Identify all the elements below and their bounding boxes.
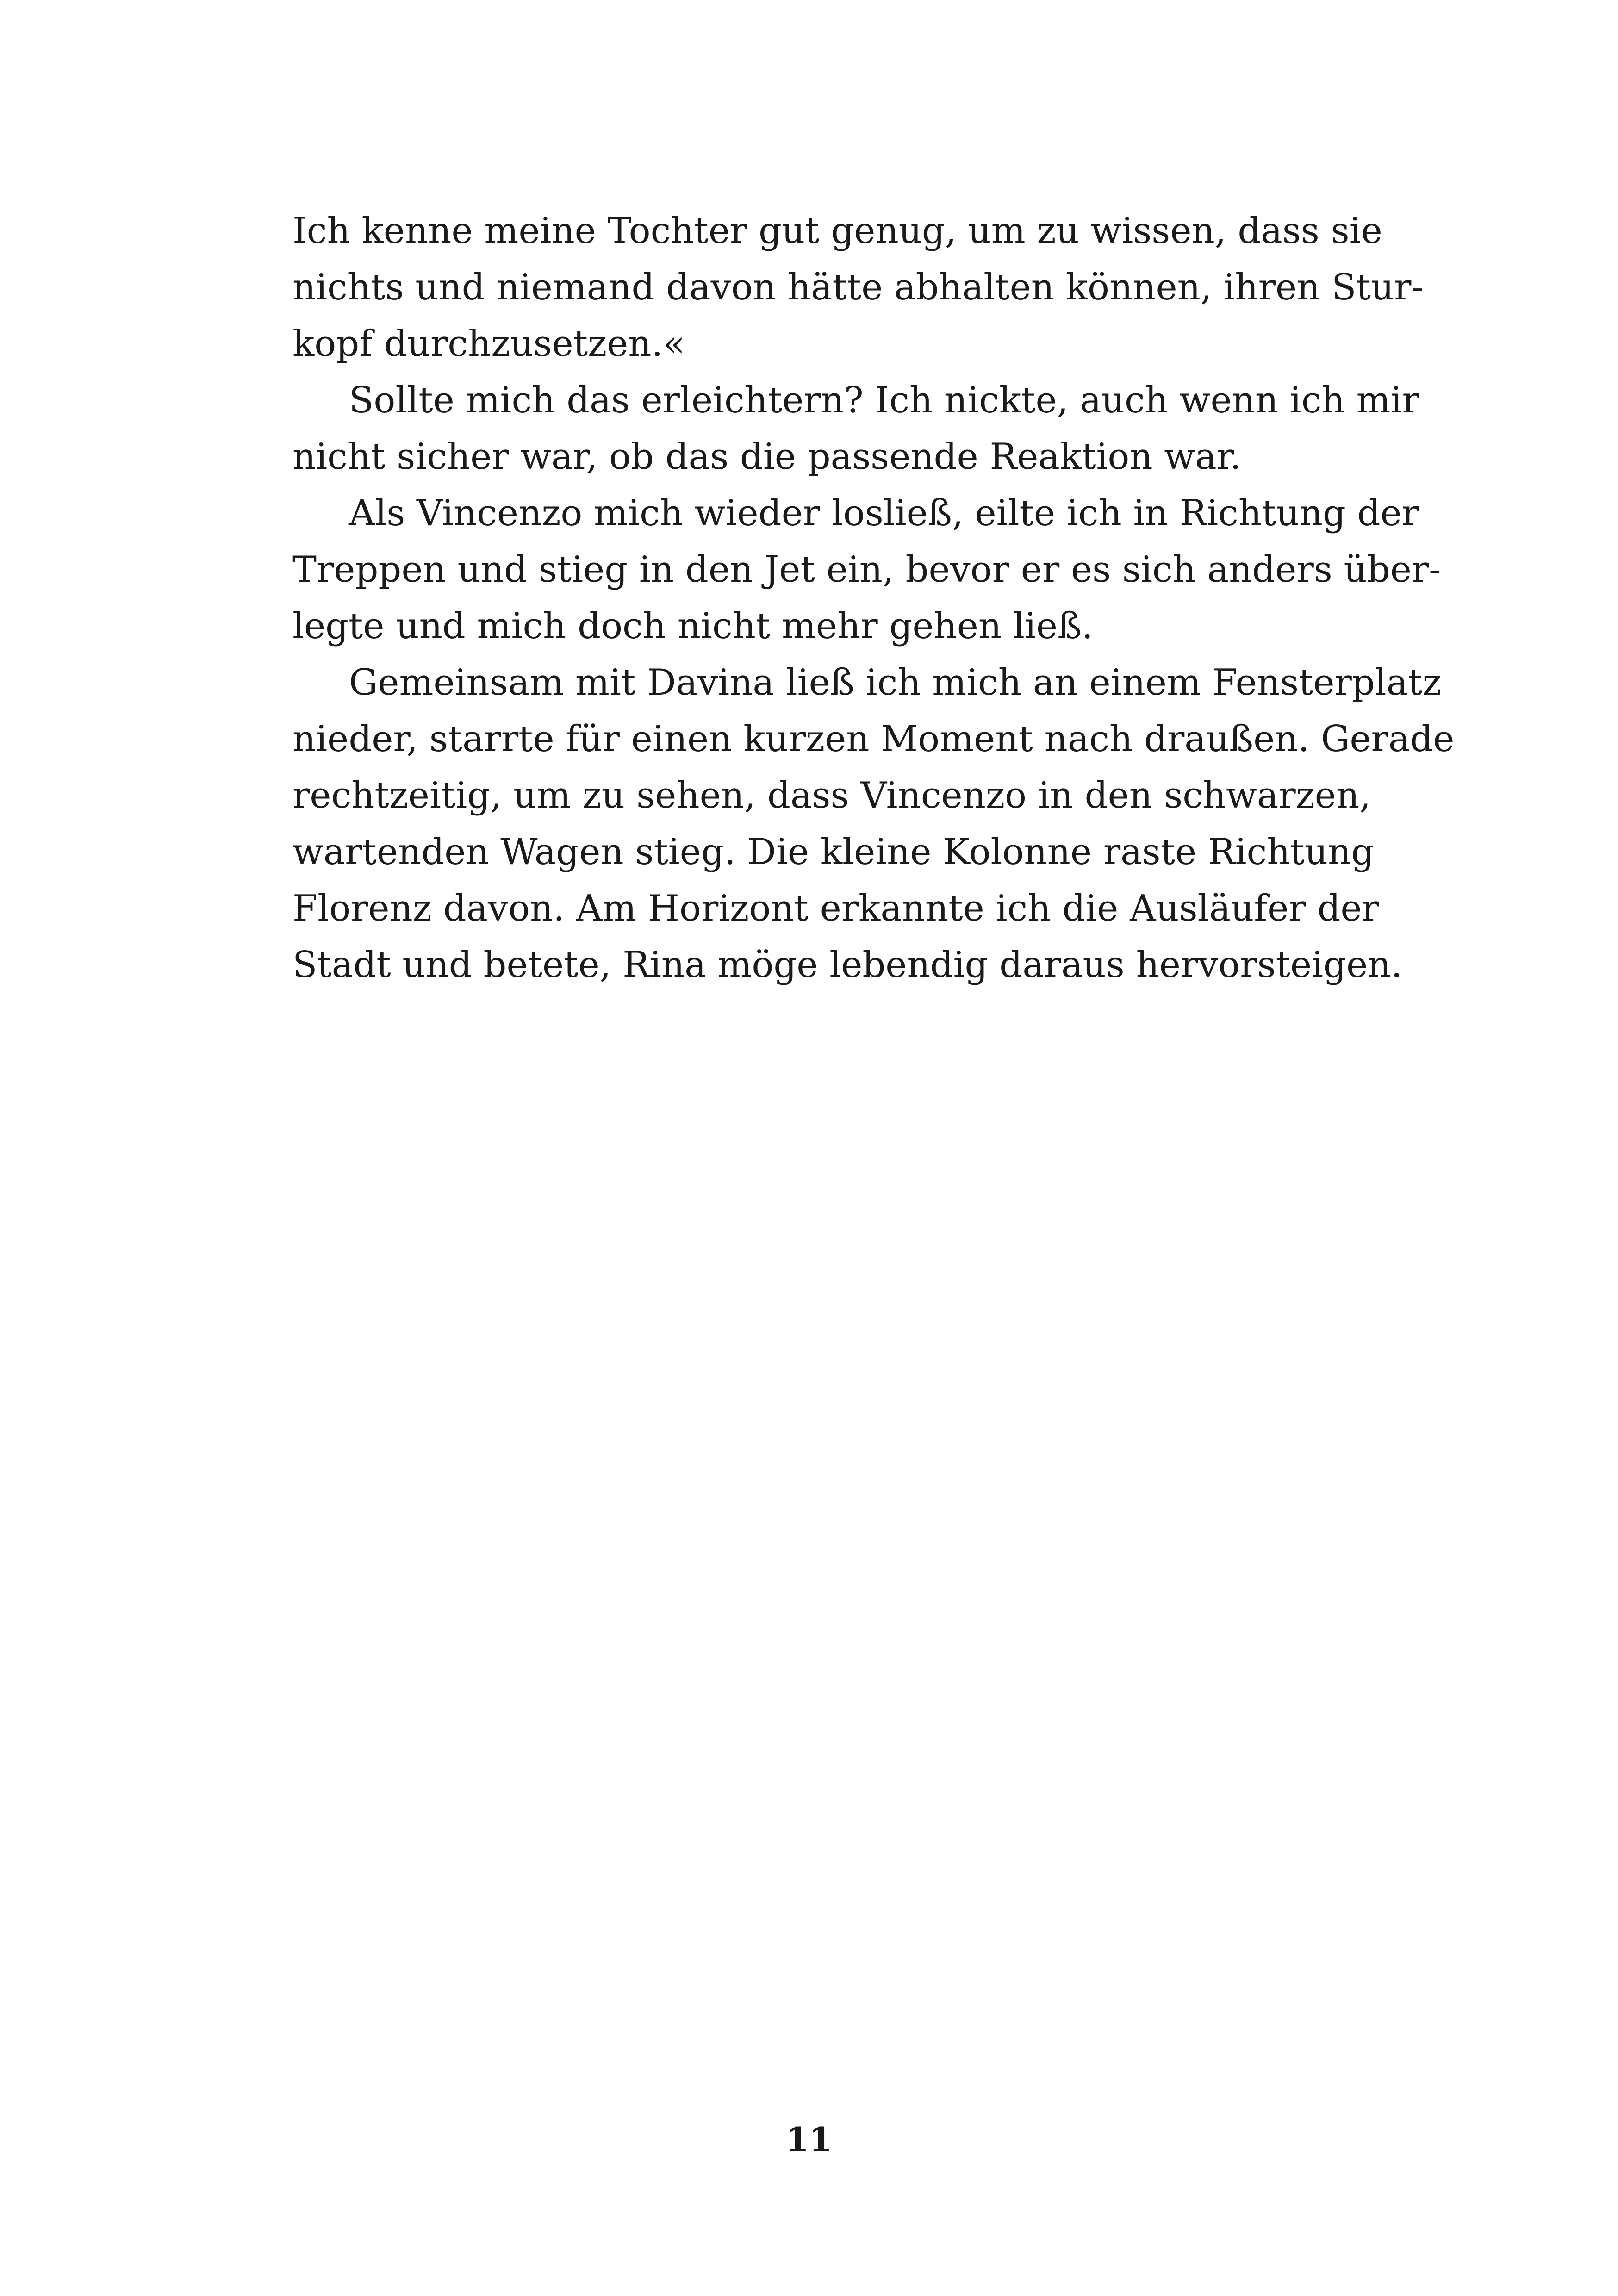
text-line: wartenden Wagen stieg. Die kleine Kolonne raste Richtung — [292, 831, 1375, 873]
text-line: Stadt und betete, Rina möge lebendig daraus hervorsteigen. — [292, 944, 1403, 986]
text-line: Treppen und stieg in den Jet ein, bevor er es sich anders über- — [292, 549, 1441, 591]
text-line: nieder, starrte für einen kurzen Moment nach draußen. Gerade — [292, 718, 1455, 760]
text-line: Gemeinsam mit Davina ließ ich mich an einem Fensterplatz — [349, 662, 1442, 703]
text-line: Ich kenne meine Tochter gut genug, um zu wissen, dass sie — [292, 210, 1382, 252]
text-line: legte und mich doch nicht mehr gehen ließ. — [292, 605, 1093, 647]
text-line: Sollte mich das erleichtern? Ich nickte, auch wenn ich mir — [349, 380, 1419, 421]
text-line: nicht sicher war, ob das die passende Reaktion war. — [292, 436, 1242, 478]
body-text — [292, 203, 1455, 993]
text-line: rechtzeitig, um zu sehen, dass Vincenzo in den schwarzen, — [292, 775, 1371, 816]
page-number: 11 — [785, 2120, 833, 2159]
text-line: Florenz davon. Am Horizont erkannte ich die Ausläufer der — [292, 888, 1379, 929]
text-line: nichts und niemand davon hätte abhalten können, ihren Stur- — [292, 267, 1424, 308]
text-line: kopf durchzusetzen.« — [292, 323, 685, 365]
text-line: Als Vincenzo mich wieder losließ, eilte ich in Richtung der — [349, 492, 1419, 534]
